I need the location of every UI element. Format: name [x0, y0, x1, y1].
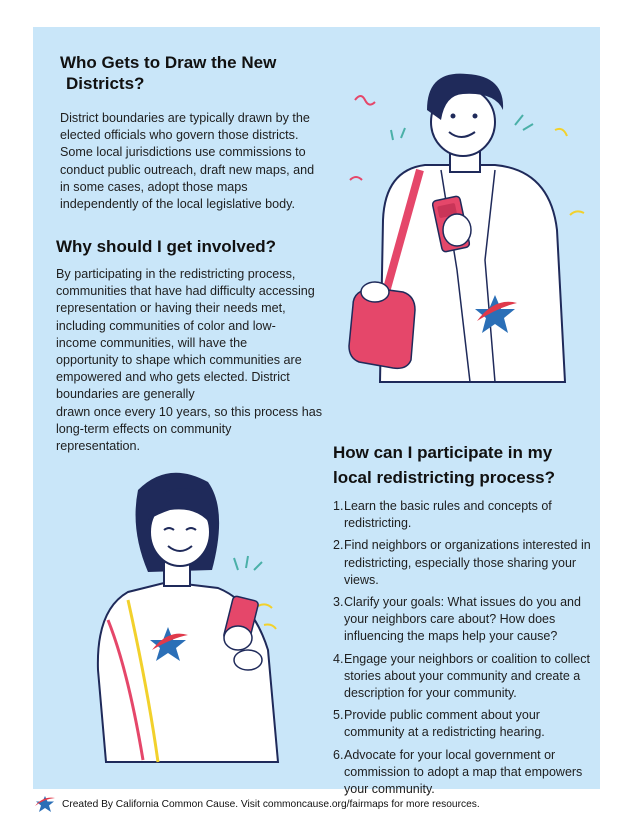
list-item: 1. Learn the basic rules and concepts of redistricting.	[333, 499, 552, 531]
footer	[34, 795, 604, 813]
list-item: 4. Engage your neighbors or coalition to collect stories about your community and create a description for your community.	[333, 651, 590, 701]
who-draws-heading: Who Gets to Draw the New Districts?	[60, 53, 277, 94]
list-item: 3. Clarify your goals: What issues do you and your neighbors care about? How does influencing the maps help your cause?	[333, 595, 581, 644]
list-item: 6. Advocate for your local government or commission to adopt a map that empowers your community.	[333, 747, 583, 797]
common-cause-star-logo	[34, 795, 56, 813]
who-draws-body: District boundaries are typically drawn by the elected officials who govern those districts. Some local jurisdictions use commissions to conduct public outreach, draft new maps, and in some cases, adopt those maps independently of the local legislative body.	[60, 111, 315, 212]
list-item: 2. Find neighbors or organizations interested in redistricting, especially those sharing your views.	[333, 538, 591, 587]
woman-with-phone-illustration	[88, 470, 303, 765]
how-participate-heading: How can I participate in my local redistricting process?	[333, 443, 556, 487]
list-item: 5. Provide public comment about your community at a redistricting hearing.	[333, 708, 545, 740]
why-involved-heading: Why should I get involved?	[56, 237, 277, 256]
man-with-phone-illustration	[345, 70, 595, 390]
participation-steps-list	[333, 498, 591, 803]
why-involved-body: By participating in the redistricting process, communities that have had difficulty accessing representation or having their needs met, including communities of color and low- income communities, will have the opportunity to shape which communities are empowered and who gets elected. District boundaries are generally drawn once every 10 years, so this process has long-term effects on community representation.	[56, 267, 322, 454]
footer-text: Created By California Common Cause. Visit commoncause.org/fairmaps for more resources.	[62, 798, 480, 810]
